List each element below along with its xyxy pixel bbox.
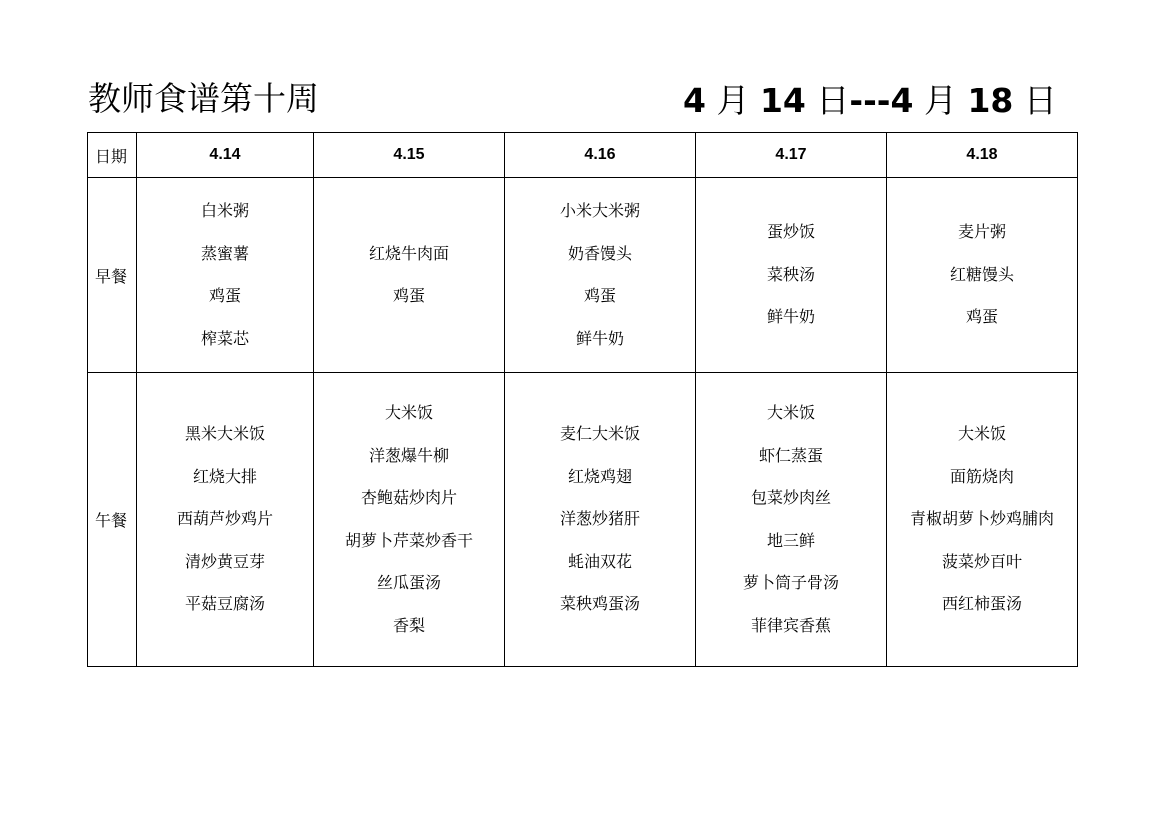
- dish-item: 大米饭: [766, 403, 815, 422]
- dish-item: 麦片粥: [957, 222, 1006, 242]
- date-range: [683, 78, 1057, 124]
- dish-item: 西红柿蛋汤: [941, 594, 1022, 614]
- date-header: 4.17: [696, 133, 887, 178]
- month-char: 月: [923, 81, 957, 120]
- dish-item: 鸡蛋: [965, 307, 998, 327]
- dish-item: 蛋炒饭: [766, 222, 815, 242]
- dish-item: 鸡蛋: [392, 286, 425, 305]
- dish-item: 丝瓜蛋汤: [376, 573, 441, 592]
- dish-item: 榨菜芯: [200, 328, 249, 348]
- page-title: 教师食谱第十周: [88, 79, 319, 118]
- lunch-label: 午餐: [88, 373, 137, 667]
- range-end-month: 4: [890, 81, 914, 120]
- dish-item: 奶香馒头: [567, 243, 632, 263]
- dish-item: 小米大米粥: [559, 201, 640, 220]
- dish-item: 面筋烧肉: [949, 466, 1014, 486]
- dish-item: 萝卜筒子骨汤: [742, 573, 839, 592]
- dish-item: 红烧鸡翅: [567, 466, 632, 486]
- date-header: 4.14: [137, 133, 314, 178]
- day-char: 日: [816, 81, 850, 120]
- range-end-day: 18: [967, 81, 1014, 120]
- dish-item: 西葫芦炒鸡片: [176, 509, 273, 529]
- breakfast-cell: [314, 178, 505, 373]
- dish-item: 菲律宾香蕉: [750, 615, 831, 635]
- breakfast-row: [88, 178, 1078, 373]
- dish-item: 蒸蜜薯: [200, 243, 249, 263]
- lunch-cell: [505, 373, 696, 667]
- month-char: 月: [716, 81, 750, 120]
- header-label: 日期: [88, 133, 137, 178]
- dish-item: 洋葱爆牛柳: [368, 445, 449, 465]
- lunch-cell: [314, 373, 505, 667]
- lunch-cell: [887, 373, 1078, 667]
- dish-item: 虾仁蒸蛋: [758, 445, 823, 465]
- lunch-row: [88, 373, 1078, 667]
- dish-item: 红烧大排: [192, 466, 257, 486]
- dish-item: 香梨: [392, 615, 425, 635]
- dish-item: 蚝油双花: [567, 551, 632, 571]
- dish-item: 杏鲍菇炒肉片: [360, 488, 457, 507]
- breakfast-cell: [696, 178, 887, 373]
- dish-item: 大米饭: [384, 403, 433, 422]
- header-row: [88, 133, 1078, 178]
- lunch-cell: [696, 373, 887, 667]
- menu-table: [87, 132, 1078, 667]
- dish-item: 黑米大米饭: [184, 424, 265, 444]
- dish-item: 红糖馒头: [949, 264, 1014, 284]
- date-header: 4.18: [887, 133, 1078, 178]
- dish-item: 菜秧鸡蛋汤: [559, 594, 640, 614]
- breakfast-cell: [137, 178, 314, 373]
- range-start-day: 14: [759, 81, 806, 120]
- dish-item: 麦仁大米饭: [559, 424, 640, 444]
- range-separator: ---: [849, 81, 891, 120]
- dish-item: 鲜牛奶: [575, 328, 624, 348]
- dish-item: 清炒黄豆芽: [184, 551, 265, 571]
- dish-item: 平菇豆腐汤: [184, 594, 265, 614]
- dish-item: 鸡蛋: [208, 286, 241, 305]
- dish-item: 青椒胡萝卜炒鸡脯肉: [909, 509, 1054, 529]
- lunch-cell: [137, 373, 314, 667]
- dish-item: 鸡蛋: [583, 286, 616, 305]
- dish-item: 胡萝卜芹菜炒香干: [344, 530, 473, 550]
- dish-item: 菜秧汤: [766, 264, 815, 284]
- dish-item: 白米粥: [200, 201, 249, 220]
- date-header: 4.15: [314, 133, 505, 178]
- dish-item: 菠菜炒百叶: [941, 551, 1022, 571]
- dish-item: 包菜炒肉丝: [750, 488, 831, 507]
- date-header: 4.16: [505, 133, 696, 178]
- day-char: 日: [1023, 81, 1057, 120]
- breakfast-label: 早餐: [88, 178, 137, 373]
- dish-item: 红烧牛肉面: [368, 243, 449, 263]
- breakfast-cell: [505, 178, 696, 373]
- dish-item: 地三鲜: [766, 530, 815, 550]
- dish-item: 鲜牛奶: [766, 307, 815, 327]
- dish-item: 洋葱炒猪肝: [559, 509, 640, 529]
- dish-item: 大米饭: [957, 424, 1006, 444]
- breakfast-cell: [887, 178, 1078, 373]
- range-start-month: 4: [683, 81, 706, 120]
